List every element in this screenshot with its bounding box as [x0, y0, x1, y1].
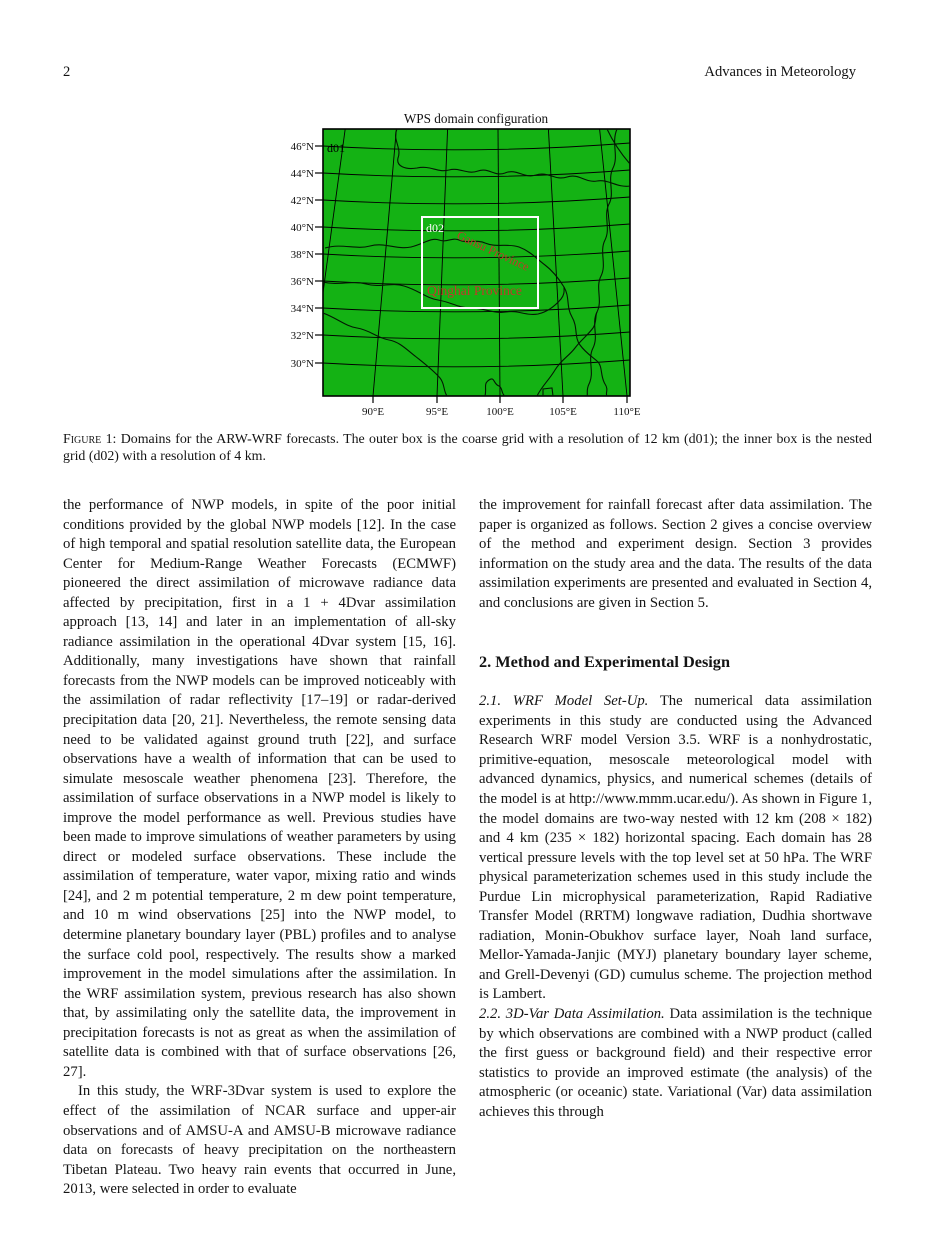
map-title: WPS domain configuration	[403, 111, 549, 126]
wps-domain-map	[285, 106, 650, 422]
lat-tick-label: 34°N	[290, 303, 314, 315]
journal-title: Advances in Meteorology	[704, 64, 856, 80]
lon-tick-label: 95°E	[425, 406, 449, 418]
running-head	[63, 64, 856, 81]
left-paragraph-1: the performance of NWP models, in spite of the poor initial conditions provided by the global NWP models [12]. In the case of high temporal and spatial resolution satellite data, the European Center for Medium-Range Weather Forecasts (ECMWF) pioneered the direct assimilation of microwave radiance data affected by precipitation, first in a 1 + 4Dvar assimilation approach [13, 14] and later in an implementation of all-sky radiance assimilation in the operational 4Dvar system [15, 16]. Additionally, many investigations have shown that rainfall forecasts from the NWP models can be improved noticeably with the assimilation of radar reflectivity [17–19] or radar-derived precipitation data [20, 21]. Nevertheless, the remote sensing data need to be validated against ground truth [22], and surface observations have a wealth of information that can be used to simulate mesoscale weather phenomena [23]. Therefore, the assimilation of surface observations in a NWP model is likely to improve the model performance as well. Previous studies have been made to improve simulations of weather parameters by using direct or modeled surface observations. These include the assimilation of temperature, water vapor, mixing ratio and winds [24], and 2 m potential temperature, 2 m dew point temperature, and 10 m wind observations [25] into the NWP model, to determine planetary boundary layer (PBL) profiles and to analyse the surface cold pool, respectively. The results show a marked improvement in the model simulations after the assimilation. In the WRF assimilation system, previous research has also shown that, by assimilating only the satellite data, the improvement in precipitation forecasts is not as great as when the assimilation of satellite data is combined with that of surface observations [26, 27].	[63, 497, 456, 1080]
lon-tick-label: 100°E	[486, 406, 514, 418]
gansu-province-label: Gansu Province	[454, 228, 532, 274]
lon-tick-label: 105°E	[549, 406, 577, 418]
right-paragraph-1: the improvement for rainfall forecast after data assimilation. The paper is organized as follows. Section 2 gives a concise overview of the method and experiment design. Section 3 provides information on the study area and the data. The results of the data assimilation experiments are presented and evaluated in Section 4, and conclusions are given in Section 5.	[479, 497, 872, 611]
qinghai-province-label: Qinghai Province	[427, 283, 522, 298]
lon-tick-label: 90°E	[361, 406, 385, 418]
figure-caption	[63, 432, 872, 466]
section-2-1-text: The numerical data assimilation experiments in this study are conducted using the Advanced Research WRF model Version 3.5. WRF is a nonhydrostatic, primitive-equation, mesoscale meteorological model with advanced dynamics, physics, and numerical schemes (details of the model is at http://www.mmm.ucar.edu/). As shown in Figure 1, the model domains are two-way nested with 12 km (208 × 182) and 4 km (235 × 182) horizontal spacing. Each domain has 28 vertical pressure levels with the top level set at 50 hPa. The WRF physical parameterization schemes used in this study include the Purdue Lin microphysical parameterization, Rapid Radiative Transfer Model (RRTM) longwave radiation, Dudhia shortwave radiation, Monin-Obukhov surface layer, Noah land surface, Mellor-Yamada-Janjic (MYJ) planetary boundary layer scheme, and Grell-Devenyi (GD) cumulus scheme. The projection method is Lambert.	[479, 693, 872, 1003]
right-column	[479, 496, 872, 1200]
section-2-1-lead: 2.1. WRF Model Set-Up.	[479, 693, 649, 710]
section-2-2-text: Data assimilation is the technique by which observations are combined with a NWP product (called the first guess or background field) and their respective error statistics to provide an improved estimate (the analysis) of the atmospheric (or oceanic) state. Variational (Var) data assimilation achieves this through	[479, 1006, 872, 1120]
body-columns	[63, 496, 872, 1200]
lat-tick-label: 38°N	[290, 249, 314, 261]
lat-tick-label: 40°N	[290, 222, 314, 234]
lat-tick-label: 36°N	[290, 276, 314, 288]
lat-tick-label: 30°N	[290, 358, 314, 370]
lat-tick-label: 44°N	[290, 168, 314, 180]
lon-tick-label: 110°E	[613, 406, 641, 418]
longitude-labels	[362, 406, 641, 418]
section-2-2-lead: 2.2. 3D-Var Data Assimilation.	[479, 1006, 665, 1023]
map-land-area	[323, 129, 630, 396]
section-2-1-paragraph	[479, 692, 872, 1005]
left-column	[63, 496, 456, 1200]
lat-tick-label: 46°N	[290, 141, 314, 153]
section-2-2-paragraph	[479, 1005, 872, 1122]
outer-domain-label: d01	[327, 141, 345, 155]
inner-domain-label: d02	[426, 221, 444, 235]
figure-caption-text: Domains for the ARW-WRF forecasts. The outer box is the coarse grid with a resolution of 12 km (d01); the inner box is the nested grid (d02) with a resolution of 4 km.	[63, 432, 872, 464]
left-paragraph-2: In this study, the WRF-3Dvar system is used to explore the effect of the assimilation of NCAR surface and upper-air observations and of AMSU-A and AMSU-B microwave radiance data on forecasts of heavy precipitation on the northeastern Tibetan Plateau. Two heavy rain events that occurred in June, 2013, were selected in order to evaluate	[63, 1083, 456, 1198]
latitude-labels	[291, 141, 314, 370]
section-2-heading: 2. Method and Experimental Design	[479, 652, 731, 672]
figure-caption-label: Figure 1:	[63, 432, 117, 447]
page-number: 2	[63, 64, 71, 80]
figure-1-map	[285, 106, 650, 422]
lat-tick-label: 42°N	[290, 195, 314, 207]
lat-tick-label: 32°N	[290, 330, 314, 342]
